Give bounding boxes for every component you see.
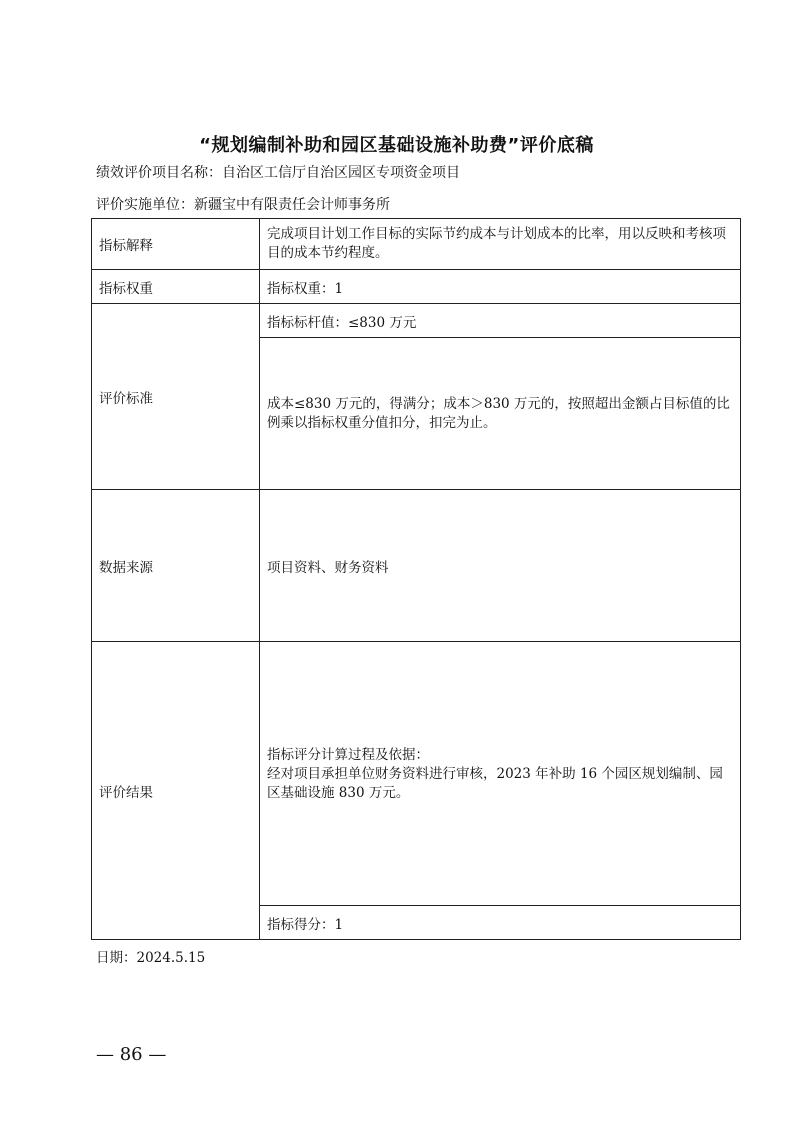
explanation-label: 指标解释 — [92, 219, 260, 270]
standard-benchmark: 指标标杆值：≤830 万元 — [260, 304, 741, 338]
table-row — [92, 270, 741, 304]
result-process — [260, 642, 741, 906]
page-number: — 86 — — [96, 1044, 167, 1065]
source-label: 数据来源 — [92, 490, 260, 642]
standard-label: 评价标准 — [92, 304, 260, 490]
table-row — [92, 304, 741, 338]
standard-rule: 成本≤830 万元的，得满分；成本＞830 万元的，按照超出金额占目标值的比例乘以指标权重分值扣分，扣完为止。 — [260, 338, 741, 490]
result-process-heading: 指标评分计算过程及依据： — [267, 746, 429, 763]
weight-value: 指标权重：1 — [260, 270, 741, 304]
table-row — [92, 490, 741, 642]
implementing-unit: 评价实施单位：新疆宝中有限责任会计师事务所 — [96, 197, 390, 213]
result-label: 评价结果 — [92, 642, 260, 940]
explanation-value: 完成项目计划工作目标的实际节约成本与计划成本的比率，用以反映和考核项目的成本节约程度。 — [260, 219, 741, 270]
project-name: 绩效评价项目名称：自治区工信厅自治区园区专项资金项目 — [96, 165, 460, 181]
evaluation-table — [91, 218, 741, 940]
evaluation-date: 日期：2024.5.15 — [96, 950, 206, 966]
table-row — [92, 219, 741, 270]
result-score: 指标得分：1 — [260, 906, 741, 940]
result-process-text: 经对项目承担单位财务资料进行审核，2023 年补助 16 个园区规划编制、园区基础设施 830 万元。 — [267, 765, 723, 801]
table-row — [92, 642, 741, 906]
weight-label: 指标权重 — [92, 270, 260, 304]
document-title: “规划编制补助和园区基础设施补助费”评价底稿 — [199, 135, 594, 156]
source-value: 项目资料、财务资料 — [260, 490, 741, 642]
